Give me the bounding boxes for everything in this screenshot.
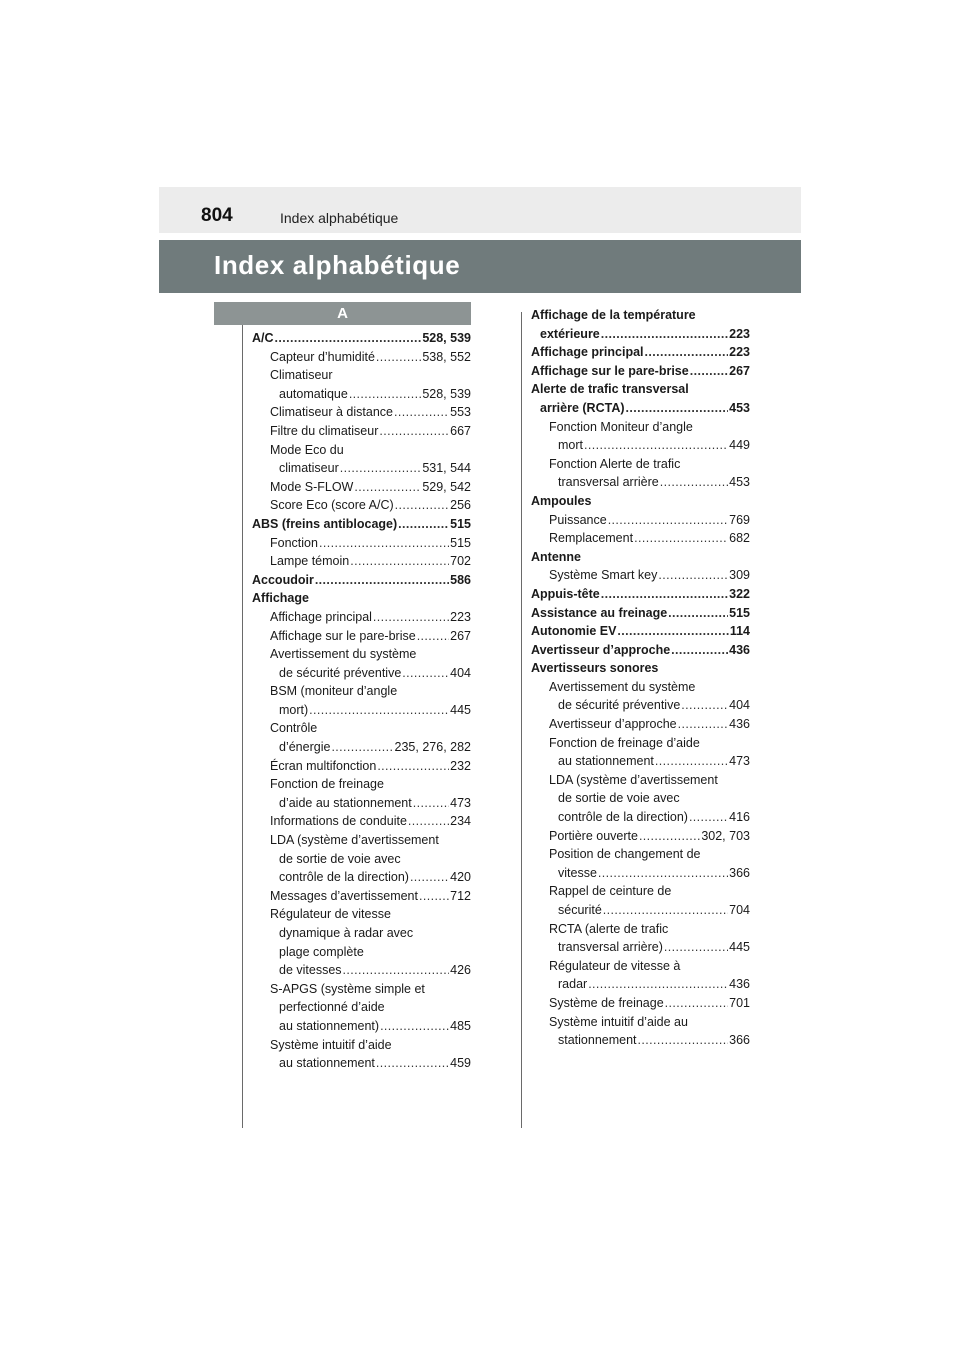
index-entry bbox=[252, 552, 471, 571]
index-entry bbox=[252, 682, 471, 701]
dot-leader bbox=[668, 604, 728, 623]
index-entry bbox=[252, 441, 471, 460]
index-entry-pages: 701 bbox=[729, 995, 750, 1010]
dot-leader bbox=[690, 362, 728, 381]
index-entry-term: climatiseur bbox=[279, 461, 339, 476]
index-entry-term: Alerte de trafic transversal bbox=[531, 382, 689, 397]
index-entry bbox=[252, 943, 471, 962]
dot-leader bbox=[349, 385, 422, 404]
index-entry-term: Système intuitif d’aide bbox=[270, 1037, 392, 1052]
index-column-right bbox=[531, 306, 750, 1050]
dot-leader bbox=[598, 864, 728, 883]
dot-leader bbox=[354, 478, 421, 497]
index-entry-term: Avertisseur d’approche bbox=[549, 717, 677, 732]
dot-leader bbox=[588, 975, 728, 994]
dot-leader bbox=[275, 329, 422, 348]
index-entry-term: de sécurité préventive bbox=[558, 698, 681, 713]
dot-leader bbox=[408, 812, 449, 831]
index-entry-term: RCTA (alerte de trafic bbox=[549, 921, 669, 936]
index-entry bbox=[531, 882, 750, 901]
index-entry-term: d’aide au stationnement bbox=[279, 795, 412, 810]
index-entry-term: Écran multifonction bbox=[270, 758, 377, 773]
index-entry-term: Accoudoir bbox=[252, 572, 314, 587]
index-entry bbox=[252, 961, 471, 980]
index-entry bbox=[252, 1017, 471, 1036]
dot-leader bbox=[608, 511, 728, 530]
index-entry-term: Régulateur de vitesse à bbox=[549, 958, 681, 973]
index-entry-pages: 449 bbox=[729, 438, 750, 453]
index-entry-term: LDA (système d’avertissement bbox=[270, 833, 439, 848]
index-entry-term: Antenne bbox=[531, 549, 581, 564]
page-number: 804 bbox=[201, 205, 233, 226]
index-entry bbox=[531, 455, 750, 474]
index-entry-term: Régulateur de vitesse bbox=[270, 907, 391, 922]
index-entry-pages: 436 bbox=[729, 977, 750, 992]
index-entry-pages: 485 bbox=[450, 1018, 471, 1033]
index-entry bbox=[531, 827, 750, 846]
dot-leader bbox=[379, 422, 449, 441]
index-entry-pages: 712 bbox=[450, 888, 471, 903]
index-entry bbox=[531, 1013, 750, 1032]
index-entry bbox=[252, 924, 471, 943]
index-entry bbox=[252, 775, 471, 794]
index-entry-term: Contrôle bbox=[270, 721, 318, 736]
index-entry bbox=[531, 789, 750, 808]
center-column-rule bbox=[521, 312, 522, 1128]
index-entry bbox=[531, 399, 750, 418]
index-entry-term: Système intuitif d’aide au bbox=[549, 1014, 688, 1029]
index-entry-pages: 366 bbox=[729, 1033, 750, 1048]
index-entry bbox=[531, 771, 750, 790]
page-title: Index alphabétique bbox=[214, 250, 461, 280]
dot-leader bbox=[376, 348, 421, 367]
index-entry-pages: 416 bbox=[729, 810, 750, 825]
dot-leader bbox=[343, 961, 450, 980]
index-entry bbox=[252, 348, 471, 367]
index-entry-term: contrôle de la direction) bbox=[279, 870, 409, 885]
dot-leader bbox=[417, 627, 449, 646]
index-entry-term: transversal arrière) bbox=[558, 940, 663, 955]
index-entry-term: Affichage principal bbox=[531, 345, 644, 360]
index-entry-pages: 528, 539 bbox=[422, 386, 471, 401]
index-entry-pages: 453 bbox=[729, 400, 750, 415]
dot-leader bbox=[658, 566, 728, 585]
index-entry-term: au stationnement bbox=[279, 1056, 375, 1071]
index-entry-term: Mode S-FLOW bbox=[270, 479, 354, 494]
index-entry bbox=[531, 492, 750, 511]
index-entry bbox=[531, 418, 750, 437]
index-entry bbox=[531, 845, 750, 864]
index-entry-pages: 473 bbox=[450, 795, 471, 810]
index-entry-term: Fonction Moniteur d’angle bbox=[549, 419, 693, 434]
index-entry-term: Système de freinage bbox=[549, 995, 664, 1010]
index-entry bbox=[531, 306, 750, 325]
index-entry bbox=[252, 534, 471, 553]
index-entry-term: de sortie de voie avec bbox=[558, 791, 680, 806]
index-entry bbox=[252, 1036, 471, 1055]
index-entry bbox=[252, 422, 471, 441]
index-entry bbox=[531, 641, 750, 660]
index-entry bbox=[252, 608, 471, 627]
index-entry bbox=[252, 719, 471, 738]
index-entry-pages: 366 bbox=[729, 865, 750, 880]
dot-leader bbox=[671, 641, 728, 660]
index-entry-pages: 682 bbox=[729, 531, 750, 546]
dot-leader bbox=[645, 343, 729, 362]
index-entry-term: transversal arrière bbox=[558, 475, 659, 490]
index-entry bbox=[252, 664, 471, 683]
index-entry bbox=[252, 645, 471, 664]
index-entry bbox=[252, 589, 471, 608]
index-entry-term: Affichage principal bbox=[270, 609, 372, 624]
dot-leader bbox=[398, 515, 449, 534]
index-entry bbox=[252, 459, 471, 478]
dot-leader bbox=[617, 622, 728, 641]
index-entry-term: de sécurité préventive bbox=[279, 665, 402, 680]
index-entry-term: Lampe témoin bbox=[270, 554, 350, 569]
index-entry bbox=[252, 868, 471, 887]
index-entry bbox=[531, 585, 750, 604]
index-entry-pages: 586 bbox=[450, 572, 471, 587]
index-entry-pages: 553 bbox=[450, 405, 471, 420]
index-entry-term: Affichage de la température bbox=[531, 308, 696, 322]
index-entry bbox=[531, 566, 750, 585]
index-entry-pages: 235, 276, 282 bbox=[394, 740, 471, 755]
index-entry bbox=[531, 604, 750, 623]
index-entry-pages: 309 bbox=[729, 568, 750, 583]
index-entry-term: A/C bbox=[252, 331, 274, 345]
index-entry-pages: 267 bbox=[729, 363, 750, 378]
index-entry bbox=[252, 701, 471, 720]
index-entry bbox=[252, 812, 471, 831]
index-entry-term: Avertisseur d’approche bbox=[531, 642, 671, 657]
index-entry bbox=[252, 403, 471, 422]
dot-leader bbox=[603, 901, 728, 920]
index-entry bbox=[531, 696, 750, 715]
index-entry bbox=[252, 515, 471, 534]
index-entry-pages: 302, 703 bbox=[701, 828, 750, 843]
dot-leader bbox=[394, 403, 449, 422]
index-entry-pages: 528, 539 bbox=[422, 331, 471, 345]
index-entry bbox=[531, 362, 750, 381]
index-entry bbox=[531, 436, 750, 455]
dot-leader bbox=[319, 534, 449, 553]
dot-leader bbox=[664, 938, 728, 957]
index-entry-term: radar bbox=[558, 977, 588, 992]
index-entry bbox=[531, 1031, 750, 1050]
dot-leader bbox=[350, 552, 449, 571]
index-entry-term: automatique bbox=[279, 386, 348, 401]
index-entry-term: Fonction de freinage bbox=[270, 777, 384, 792]
index-entry-term: Remplacement bbox=[549, 531, 634, 546]
index-entry bbox=[252, 571, 471, 590]
dot-leader bbox=[678, 715, 729, 734]
dot-leader bbox=[395, 496, 449, 515]
index-entry bbox=[531, 994, 750, 1013]
dot-leader bbox=[601, 585, 728, 604]
index-entry-pages: 114 bbox=[729, 624, 750, 639]
left-column-rule bbox=[242, 302, 243, 1128]
index-entry-term: contrôle de la direction) bbox=[558, 810, 688, 825]
dot-leader bbox=[402, 664, 449, 683]
index-entry-pages: 223 bbox=[729, 345, 750, 360]
dot-leader bbox=[377, 757, 449, 776]
dot-leader bbox=[340, 459, 422, 478]
index-entry-term: Appuis-tête bbox=[531, 586, 600, 601]
index-entry bbox=[252, 738, 471, 757]
index-entry bbox=[252, 496, 471, 515]
index-entry-pages: 515 bbox=[450, 516, 471, 531]
index-entry-pages: 404 bbox=[450, 665, 471, 680]
index-entry bbox=[252, 980, 471, 999]
index-entry bbox=[531, 938, 750, 957]
dot-leader bbox=[601, 325, 728, 344]
index-entry-term: Portière ouverte bbox=[549, 828, 638, 843]
index-entry-term: Avertissement du système bbox=[549, 679, 696, 694]
index-entry-term: Fonction de freinage d’aide bbox=[549, 735, 700, 750]
index-entry-pages: 267 bbox=[450, 628, 471, 643]
index-entry-term: stationnement bbox=[558, 1033, 637, 1048]
index-entry-pages: 702 bbox=[450, 554, 471, 569]
index-entry-pages: 436 bbox=[729, 717, 750, 732]
index-entry-pages: 538, 552 bbox=[422, 349, 471, 364]
index-entry-pages: 459 bbox=[450, 1056, 471, 1071]
index-entry bbox=[252, 478, 471, 497]
index-entry-term: Autonomie EV bbox=[531, 624, 617, 639]
index-entry-term: LDA (système d’avertissement bbox=[549, 772, 718, 787]
index-entry bbox=[531, 548, 750, 567]
dot-leader bbox=[413, 794, 449, 813]
index-entry-term: Informations de conduite bbox=[270, 814, 407, 829]
index-entry bbox=[252, 1054, 471, 1073]
dot-leader bbox=[638, 1031, 729, 1050]
index-entry-term: S-APGS (système simple et bbox=[270, 981, 425, 996]
index-entry-pages: 232 bbox=[450, 758, 471, 773]
index-entry-term: Fonction Alerte de trafic bbox=[549, 456, 681, 471]
index-entry-pages: 515 bbox=[729, 605, 750, 620]
index-entry-term: Score Eco (score A/C) bbox=[270, 498, 394, 513]
index-entry-pages: 445 bbox=[450, 702, 471, 717]
index-entry-pages: 531, 544 bbox=[422, 461, 471, 476]
index-entry bbox=[252, 905, 471, 924]
index-entry-pages: 322 bbox=[729, 586, 750, 601]
index-entry-term: Messages d’avertissement bbox=[270, 888, 418, 903]
index-entry-term: au stationnement) bbox=[279, 1018, 380, 1033]
index-entry bbox=[252, 998, 471, 1017]
dot-leader bbox=[681, 696, 728, 715]
index-entry bbox=[531, 529, 750, 548]
index-entry-term: BSM (moniteur d’angle bbox=[270, 684, 398, 699]
dot-leader bbox=[380, 1017, 449, 1036]
index-entry bbox=[531, 920, 750, 939]
index-entry-term: Assistance au freinage bbox=[531, 605, 668, 620]
index-entry bbox=[252, 887, 471, 906]
index-entry-term: Filtre du climatiseur bbox=[270, 423, 379, 438]
index-column-left bbox=[252, 329, 471, 1073]
index-entry-term: Climatiseur à distance bbox=[270, 405, 393, 420]
index-entry-pages: 453 bbox=[729, 475, 750, 490]
dot-leader bbox=[309, 701, 449, 720]
index-entry-pages: 426 bbox=[450, 963, 471, 978]
index-entry bbox=[531, 380, 750, 399]
index-entry-pages: 223 bbox=[729, 326, 750, 341]
index-entry bbox=[531, 734, 750, 753]
index-entry-term: Système Smart key bbox=[549, 568, 658, 583]
index-entry-term: Affichage sur le pare-brise bbox=[270, 628, 416, 643]
index-entry-pages: 234 bbox=[450, 814, 471, 829]
dot-leader bbox=[655, 752, 728, 771]
dot-leader bbox=[639, 827, 700, 846]
index-entry-term: extérieure bbox=[540, 326, 600, 341]
index-entry-term: mort) bbox=[279, 702, 309, 717]
dot-leader bbox=[410, 868, 449, 887]
index-entry-term: Puissance bbox=[549, 512, 607, 527]
dot-leader bbox=[376, 1054, 449, 1073]
index-entry bbox=[531, 343, 750, 362]
index-entry bbox=[531, 901, 750, 920]
index-entry-pages: 667 bbox=[450, 423, 471, 438]
index-entry-term: Mode Eco du bbox=[270, 442, 344, 457]
index-entry bbox=[252, 757, 471, 776]
index-entry-term: Capteur d’humidité bbox=[270, 349, 375, 364]
index-entry bbox=[252, 627, 471, 646]
index-entry-pages: 420 bbox=[450, 870, 471, 885]
dot-leader bbox=[665, 994, 728, 1013]
index-entry bbox=[531, 864, 750, 883]
index-entry-term: Fonction bbox=[270, 535, 318, 550]
index-entry-term: Avertisseurs sonores bbox=[531, 661, 659, 676]
index-entry bbox=[531, 659, 750, 678]
index-entry bbox=[252, 794, 471, 813]
index-entry-term: arrière (RCTA) bbox=[540, 400, 625, 415]
index-entry-pages: 515 bbox=[450, 535, 471, 550]
index-entry-term: Avertissement du système bbox=[270, 647, 417, 662]
index-entry-pages: 256 bbox=[450, 498, 471, 513]
index-entry bbox=[531, 473, 750, 492]
index-entry bbox=[531, 325, 750, 344]
index-entry bbox=[252, 385, 471, 404]
index-entry-term: Climatiseur bbox=[270, 368, 333, 383]
index-entry bbox=[252, 329, 471, 348]
index-entry-term: Affichage sur le pare-brise bbox=[531, 363, 689, 378]
index-entry bbox=[531, 957, 750, 976]
index-entry bbox=[531, 752, 750, 771]
index-entry bbox=[252, 850, 471, 869]
running-header-title: Index alphabétique bbox=[280, 210, 399, 226]
index-entry-term: ABS (freins antiblocage) bbox=[252, 516, 398, 531]
index-entry-term: de vitesses bbox=[279, 963, 342, 978]
index-entry-term: d’énergie bbox=[279, 740, 331, 755]
dot-leader bbox=[584, 436, 728, 455]
index-entry bbox=[531, 622, 750, 641]
index-entry bbox=[531, 808, 750, 827]
dot-leader bbox=[689, 808, 728, 827]
index-entry-pages: 704 bbox=[729, 903, 750, 917]
index-entry bbox=[531, 511, 750, 530]
index-entry-term: Affichage bbox=[252, 591, 309, 606]
index-entry-term: de sortie de voie avec bbox=[279, 851, 401, 866]
index-entry-term: dynamique à radar avec bbox=[279, 926, 414, 940]
index-entry-term: mort bbox=[558, 438, 583, 453]
dot-leader bbox=[419, 887, 449, 906]
dot-leader bbox=[626, 399, 729, 418]
header-bar bbox=[159, 187, 801, 233]
index-entry-term: au stationnement bbox=[558, 754, 654, 769]
dot-leader bbox=[660, 473, 728, 492]
index-entry bbox=[531, 715, 750, 734]
index-entry-pages: 473 bbox=[729, 754, 750, 769]
index-entry bbox=[252, 366, 471, 385]
index-entry-term: plage complète bbox=[279, 944, 364, 959]
index-entry-pages: 436 bbox=[729, 642, 750, 657]
dot-leader bbox=[634, 529, 728, 548]
dot-leader bbox=[315, 571, 449, 590]
index-entry-term: Ampoules bbox=[531, 493, 592, 508]
section-letter-heading: A bbox=[214, 302, 471, 325]
index-entry-term: perfectionné d’aide bbox=[279, 1000, 385, 1015]
index-entry-pages: 223 bbox=[450, 609, 471, 624]
dot-leader bbox=[331, 738, 393, 757]
index-entry-term: sécurité bbox=[558, 903, 602, 917]
index-entry-pages: 769 bbox=[729, 512, 750, 527]
index-entry-term: Rappel de ceinture de bbox=[549, 884, 672, 899]
index-entry bbox=[531, 678, 750, 697]
dot-leader bbox=[373, 608, 449, 627]
index-entry-pages: 529, 542 bbox=[422, 479, 471, 494]
index-entry bbox=[252, 831, 471, 850]
index-entry-term: Position de changement de bbox=[549, 847, 701, 862]
index-entry-pages: 445 bbox=[729, 940, 750, 955]
index-entry-term: vitesse bbox=[558, 865, 597, 880]
index-entry-pages: 404 bbox=[729, 698, 750, 713]
index-entry bbox=[531, 975, 750, 994]
